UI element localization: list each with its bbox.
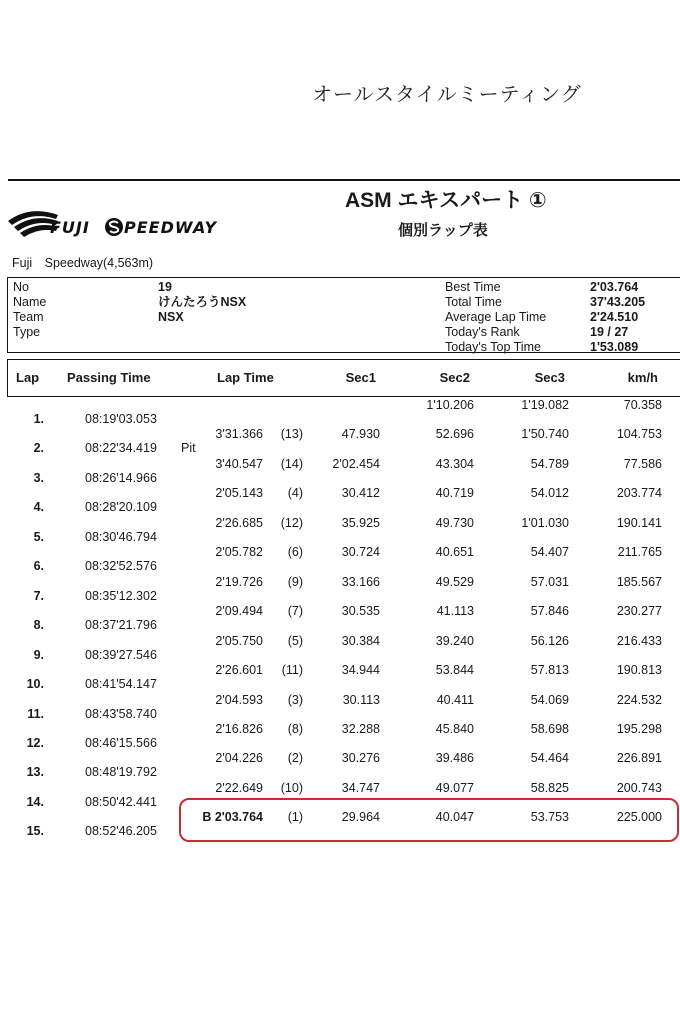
- label-best-time: Best Time: [445, 280, 501, 294]
- sec2-time: 40.411: [436, 693, 474, 707]
- pit-marker: Pit: [181, 441, 196, 455]
- passing-time: 08:30'46.794: [85, 530, 157, 544]
- lap-number: 4.: [33, 500, 44, 514]
- value-name: けんたろうNSX: [158, 295, 247, 309]
- sec2-time: 39.486: [435, 751, 474, 765]
- sec2-time: 40.047: [435, 810, 474, 824]
- header-sec3: Sec3: [534, 370, 565, 385]
- speed-kmh: 104.753: [616, 427, 662, 441]
- lap-rank: (9): [287, 575, 303, 589]
- passing-time: 08:48'19.792: [85, 765, 157, 779]
- handwritten-note: オールスタイルミーティング: [312, 82, 582, 106]
- header-sec2: Sec2: [439, 370, 470, 385]
- lap-time: 2'04.226: [215, 751, 263, 765]
- passing-time: 08:43'58.740: [85, 707, 157, 721]
- speed-kmh: 216.433: [616, 634, 662, 648]
- best-lap-highlight: [179, 798, 679, 842]
- speed-kmh: 200.743: [616, 781, 662, 795]
- sec1-time: 34.747: [341, 781, 380, 795]
- sec3-time: 1'01.030: [521, 516, 569, 530]
- sec3-time: 57.031: [530, 575, 569, 589]
- sec3-time: 1'19.082: [521, 398, 569, 412]
- lap-rank: (4): [287, 486, 303, 500]
- sec2-time: 45.840: [435, 722, 474, 736]
- lap-number: 5.: [33, 530, 44, 544]
- sec1-time: 32.288: [341, 722, 380, 736]
- sec2-time: 52.696: [435, 427, 474, 441]
- speed-kmh: 211.765: [617, 545, 662, 559]
- lap-rank: (5): [287, 634, 303, 648]
- speed-kmh: 224.532: [616, 693, 662, 707]
- sec2-time: 41.113: [436, 604, 474, 618]
- header-kmh: km/h: [627, 370, 658, 385]
- lap-time: 3'40.547: [215, 457, 263, 471]
- header-lap: Lap: [16, 370, 40, 385]
- sec3-time: 57.846: [530, 604, 569, 618]
- speed-kmh: 203.774: [616, 486, 662, 500]
- passing-time: 08:46'15.566: [85, 736, 157, 750]
- sheet-subtitle: 個別ラップ表: [398, 222, 488, 239]
- summary-values: [590, 280, 645, 355]
- label-no: No: [13, 280, 29, 294]
- sec3-time: 57.813: [530, 663, 569, 677]
- lap-rank: (1): [287, 810, 303, 824]
- sec1-time: 30.724: [341, 545, 380, 559]
- value-total-time: 37'43.205: [590, 295, 646, 309]
- speed-kmh: 225.000: [616, 810, 662, 824]
- lap-time: 2'22.649: [215, 781, 263, 795]
- fuji-speedway-logo: FUJI PEEDWAY: [6, 207, 246, 243]
- speed-kmh: 77.586: [623, 457, 662, 471]
- passing-time: 08:28'20.109: [85, 500, 157, 514]
- lap-number: 8.: [33, 618, 44, 632]
- header-lap-time: Lap Time: [217, 370, 274, 385]
- lap-number: 14.: [26, 795, 44, 809]
- sec3-time: 58.698: [530, 722, 569, 736]
- lap-rank: (6): [287, 545, 303, 559]
- sec1-time: 35.925: [341, 516, 380, 530]
- passing-time: 08:52'46.205: [85, 824, 157, 838]
- passing-time: 08:32'52.576: [85, 559, 157, 573]
- value-team: NSX: [158, 310, 184, 324]
- sec2-time: 49.077: [435, 781, 474, 795]
- lap-time: 2'05.143: [215, 486, 263, 500]
- sec1-time: 30.384: [341, 634, 380, 648]
- speed-kmh: 185.567: [616, 575, 662, 589]
- label-type: Type: [13, 325, 41, 339]
- lap-number: 3.: [33, 471, 44, 485]
- sec3-time: 58.825: [530, 781, 569, 795]
- sec3-time: 54.407: [530, 545, 569, 559]
- lap-rank: (2): [287, 751, 303, 765]
- lap-number: 2.: [33, 441, 44, 455]
- lap-time: B 2'03.764: [202, 810, 263, 824]
- lap-rank: (10): [280, 781, 303, 795]
- passing-time: 08:41'54.147: [85, 677, 157, 691]
- header-sec1: Sec1: [345, 370, 376, 385]
- speed-kmh: 230.277: [616, 604, 662, 618]
- label-average-lap-time: Average Lap Time: [445, 310, 547, 324]
- label-total-time: Total Time: [445, 295, 502, 309]
- passing-time: 08:26'14.966: [85, 471, 157, 485]
- sec2-time: 1'10.206: [426, 398, 474, 412]
- lap-number: 1.: [33, 412, 44, 426]
- sec3-time: 54.464: [530, 751, 569, 765]
- lap-time: 2'05.782: [215, 545, 263, 559]
- value-average-lap-time: 2'24.510: [590, 310, 639, 324]
- lap-number: 10.: [26, 677, 44, 691]
- driver-info-labels: [13, 280, 46, 340]
- value-todays-rank: 19 / 27: [590, 325, 629, 339]
- summary-labels: [445, 280, 546, 355]
- lap-number: 12.: [26, 736, 44, 750]
- passing-time: 08:19'03.053: [85, 412, 157, 426]
- lap-rank: (11): [281, 663, 303, 677]
- lap-time: 2'16.826: [215, 722, 263, 736]
- label-todays-top-time: Today's Top Time: [445, 340, 541, 354]
- sec2-time: 39.240: [435, 634, 474, 648]
- sec2-time: 49.529: [435, 575, 474, 589]
- passing-time: 08:22'34.419: [85, 441, 157, 455]
- sec3-time: 54.012: [530, 486, 569, 500]
- lap-rank: (7): [287, 604, 303, 618]
- sec1-time: 33.166: [341, 575, 380, 589]
- speed-kmh: 70.358: [623, 398, 662, 412]
- sec2-time: 43.304: [435, 457, 474, 471]
- driver-info-box: [7, 277, 680, 353]
- lap-time: 2'26.601: [215, 663, 263, 677]
- passing-time: 08:50'42.441: [85, 795, 157, 809]
- sec2-time: 40.651: [435, 545, 474, 559]
- lap-time: 3'31.366: [215, 427, 263, 441]
- lap-rank: (3): [287, 693, 303, 707]
- sec1-time: 30.412: [341, 486, 380, 500]
- lap-number: 6.: [33, 559, 44, 573]
- lap-time: 2'04.593: [215, 693, 263, 707]
- value-type: [158, 325, 246, 340]
- passing-time: 08:39'27.546: [85, 648, 157, 662]
- sec1-time: 30.113: [342, 693, 380, 707]
- speed-kmh: 226.891: [616, 751, 662, 765]
- sec3-time: 53.753: [530, 810, 569, 824]
- sec2-time: 40.719: [435, 486, 474, 500]
- sec3-time: 56.126: [530, 634, 569, 648]
- sec3-time: 54.069: [530, 693, 569, 707]
- sec1-time: 30.276: [341, 751, 380, 765]
- value-no: 19: [158, 280, 172, 294]
- speed-kmh: 190.813: [616, 663, 662, 677]
- header-passing-time: Passing Time: [67, 370, 151, 385]
- circuit-name: Fuji Speedway(4,563m): [12, 256, 154, 270]
- lap-rank: (12): [280, 516, 303, 530]
- sec2-time: 49.730: [435, 516, 474, 530]
- driver-info-values: [158, 280, 246, 340]
- speed-kmh: 195.298: [616, 722, 662, 736]
- lap-number: 11.: [27, 707, 44, 721]
- lap-rank: (13): [280, 427, 303, 441]
- lap-number: 7.: [33, 589, 44, 603]
- lap-number: 9.: [33, 648, 44, 662]
- passing-time: 08:37'21.796: [85, 618, 157, 632]
- sec1-time: 34.944: [341, 663, 380, 677]
- sec1-time: 47.930: [341, 427, 380, 441]
- top-rule: [8, 179, 680, 181]
- value-todays-top-time: 1'53.089: [590, 340, 639, 354]
- event-title: ASM エキスパート ①: [345, 189, 547, 212]
- sec1-time: 2'02.454: [332, 457, 380, 471]
- passing-time: 08:35'12.302: [85, 589, 157, 603]
- sec1-time: 29.964: [341, 810, 380, 824]
- lap-time: 2'19.726: [215, 575, 263, 589]
- sec1-time: 30.535: [341, 604, 380, 618]
- label-team: Team: [13, 310, 44, 324]
- speed-kmh: 190.141: [616, 516, 662, 530]
- sec3-time: 54.789: [530, 457, 569, 471]
- lap-time: 2'26.685: [215, 516, 263, 530]
- lap-time: 2'09.494: [215, 604, 263, 618]
- label-name: Name: [13, 295, 47, 309]
- speedway-s-icon: [104, 217, 124, 237]
- lap-rank: (8): [287, 722, 303, 736]
- lap-time: 2'05.750: [215, 634, 263, 648]
- lap-number: 15.: [26, 824, 44, 838]
- lap-rank: (14): [280, 457, 303, 471]
- lap-number: 13.: [26, 765, 44, 779]
- label-todays-rank: Today's Rank: [445, 325, 520, 339]
- value-best-time: 2'03.764: [590, 280, 639, 294]
- sec2-time: 53.844: [435, 663, 474, 677]
- sec3-time: 1'50.740: [521, 427, 569, 441]
